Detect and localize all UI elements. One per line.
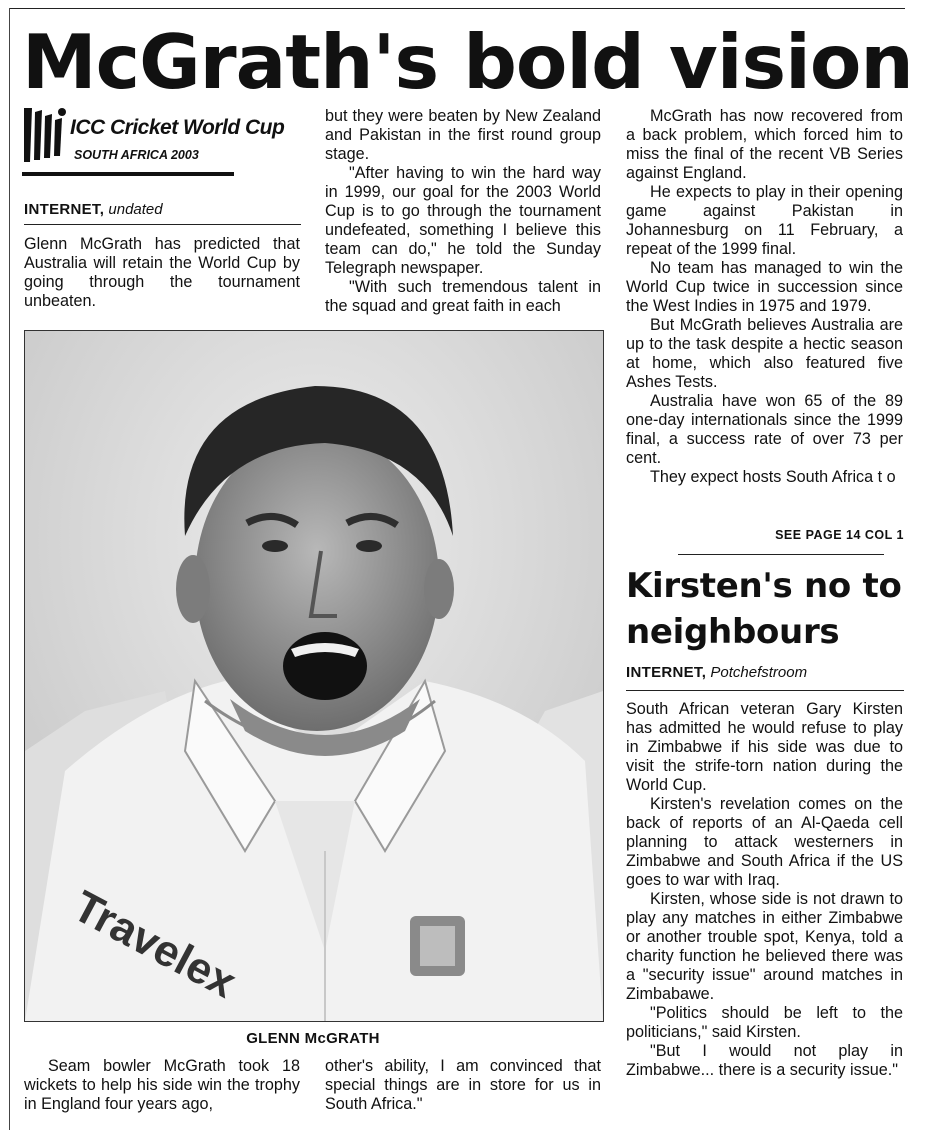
col3-paragraph: McGrath has now recovered from a back problem, which forced him to miss the final of the recent VB Series against England. [626,107,903,182]
world-cup-logo [22,104,285,170]
col3-paragraph: But McGrath believes Australia are up to the task despite a hectic season at home, which also featured five Ashes Tests. [626,316,903,391]
col3-paragraph: No team has managed to win the World Cup twice in succession since the West Indies in 1975 and 1979. [626,259,903,315]
second-paragraph: Kirsten's revelation comes on the back of reports of an Al-Qaeda cell planning to attack westerners in Zimbabwe and South Africa if the US goes to war with Iraq. [626,795,903,889]
cricket-stumps-logo-icon [22,104,66,164]
logo-underline [22,172,234,176]
second-paragraph: "Politics should be left to the politicians," said Kirsten. [626,1004,903,1041]
second-paragraph: South African veteran Gary Kirsten has admitted he would refuse to play in Zimbabwe if his side was due to visit the strife-torn nation during the World Cup. [626,700,903,794]
lead-paragraph: Glenn McGrath has predicted that Australia will retain the World Cup by going through the tournament unbeaten. [24,235,300,310]
bottom-col2-paragraph: other's ability, I am convinced that special things are in store for us in South Africa." [325,1057,601,1113]
top-rule [10,8,905,9]
second-dateline [626,664,807,681]
second-dateline-rule [626,690,904,691]
bottom-column-1 [24,1057,300,1114]
dateline-rule [24,224,301,225]
col3-paragraph: They expect hosts South Africa t o [650,468,896,486]
second-story-column [626,700,903,1080]
second-dateline-detail: Potchefstroom [710,664,808,681]
dateline-detail: undated [108,201,163,218]
col3-paragraph: Australia have won 65 of the 89 one-day internationals since the 1999 final, a success rate of over 73 per cent. [626,392,903,467]
col2-paragraph: but they were beaten by New Zealand and Pakistan in the first round group stage. [325,107,601,163]
story-separator [678,554,884,555]
logo-title: ICC Cricket World Cup [70,116,285,139]
column-3 [626,107,903,487]
bottom-column-2 [325,1057,601,1114]
logo-subtitle: SOUTH AFRICA 2003 [74,148,199,162]
dateline-source: INTERNET, [24,201,105,218]
main-headline: McGrath's bold vision [22,18,913,106]
second-paragraph: Kirsten, whose side is not drawn to play any matches in either Zimbabwe or another trouble spot, Kenya, told a charity function he believed there was a "security issue" around matches in Zimbabawe. [626,890,903,1003]
second-dateline-source: INTERNET, [626,664,707,681]
column-2 [325,107,601,316]
bottom-col1-paragraph: Seam bowler McGrath took 18 wickets to help his side win the trophy in England four years ago, [24,1057,300,1113]
dateline [24,201,163,218]
lead-column [24,235,300,311]
col2-paragraph: "After having to win the hard way in 1999, our goal for the 2003 World Cup is to go through the tournament undefeated, something I believe this team can do," he told the Sunday Telegraph newspaper. [325,164,601,277]
second-headline: Kirsten's no to neighbours [626,566,902,652]
see-page-jump-link[interactable]: SEE PAGE 14 COL 1 [775,528,904,542]
col2-paragraph: "With such tremendous talent in the squad and great faith in each [325,278,601,315]
page-edge-rule [9,8,10,1130]
shirt-sponsor-text: Travelex [65,881,244,1008]
player-photo [24,330,604,1022]
photo-caption: GLENN McGRATH [246,1030,380,1047]
second-paragraph: "But I would not play in Zimbabwe... there is a security issue." [626,1042,903,1079]
player-photo-illustration [25,331,603,1021]
col3-paragraph: He expects to play in their opening game against Pakistan in Johannesburg on 11 February, a repeat of the 1999 final. [626,183,903,258]
